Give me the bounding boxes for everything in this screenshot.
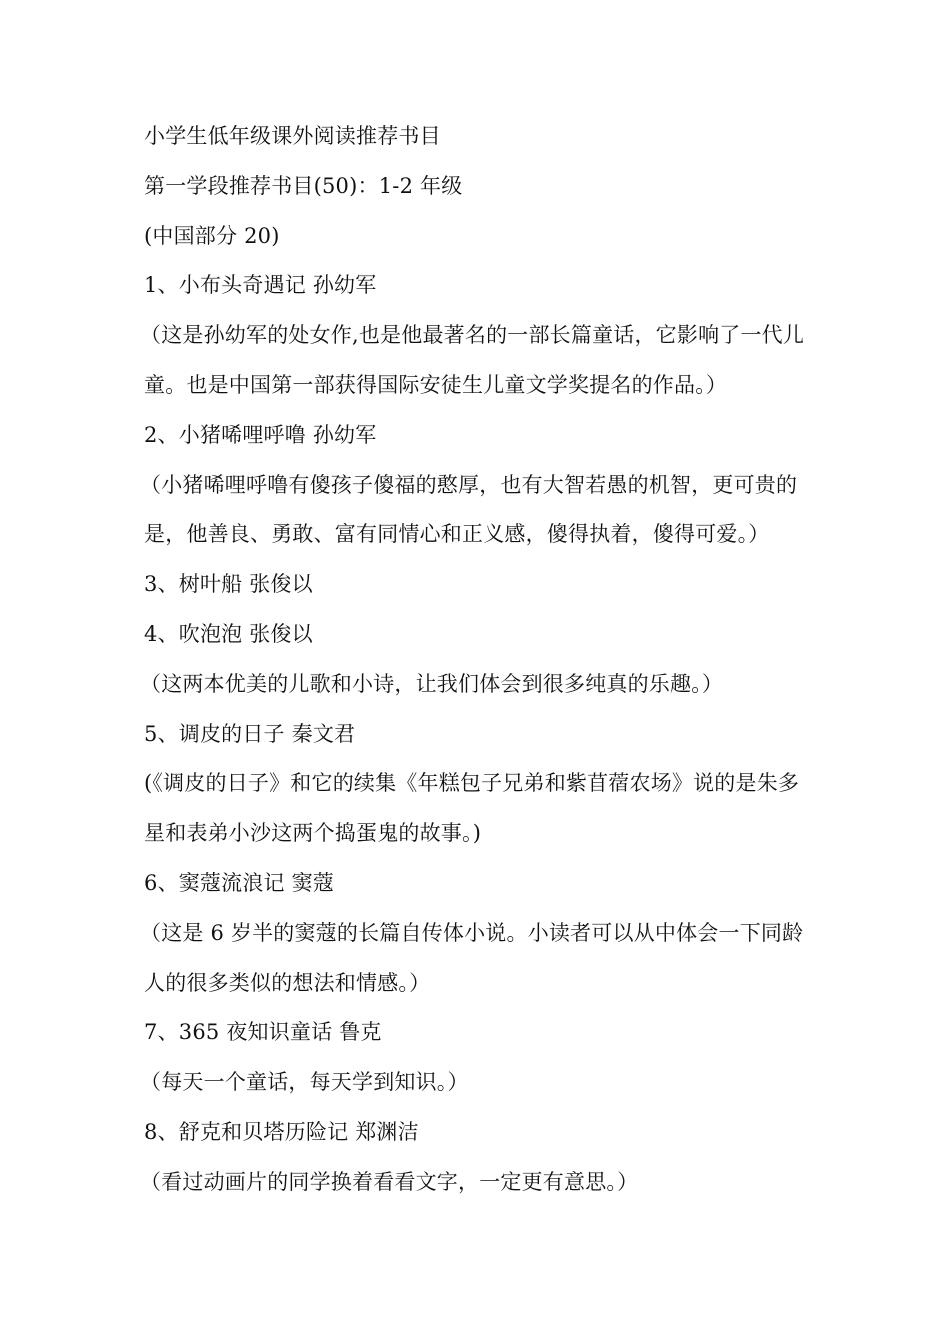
book-entry-heading: 8、舒克和贝塔历险记 郑渊洁 bbox=[144, 1119, 419, 1144]
book-entry-heading: 7、365 夜知识童话 鲁克 bbox=[144, 1020, 382, 1045]
section-heading: 第一学段推荐书目(50)：1-2 年级 bbox=[144, 173, 463, 198]
book-entry-note: （这两本优美的儿歌和小诗，让我们体会到很多纯真的乐趣。） bbox=[140, 671, 724, 696]
book-entry-note: （小猪唏哩呼噜有傻孩子傻福的憨厚，也有大智若愚的机智，更可贵的是，他善良、勇敢、富有同情心和正义感，傻得执着，傻得可爱。） bbox=[140, 472, 798, 547]
book-entry-note: （这是 6 岁半的窦蔻的长篇自传体小说。小读者可以从中体会一下同龄人的很多类似的想法和情感。） bbox=[140, 920, 804, 995]
book-entry-heading: 1、小布头奇遇记 孙幼军 bbox=[144, 273, 377, 298]
book-entry-note: （每天一个童话，每天学到知识。） bbox=[140, 1070, 469, 1095]
document-title: 小学生低年级课外阅读推荐书目 bbox=[144, 124, 441, 148]
book-entry-heading: 3、树叶船 张俊以 bbox=[144, 572, 313, 597]
document-body bbox=[140, 112, 814, 1208]
book-entry-note: (《调皮的日子》和它的续集《年糕包子兄弟和紫苜蓿农场》说的是朱多星和表弟小沙这两个捣蛋鬼的故事。) bbox=[144, 771, 800, 846]
book-entry-heading: 2、小猪唏哩呼噜 孙幼军 bbox=[144, 422, 377, 447]
subsection-heading: (中国部分 20) bbox=[144, 223, 280, 248]
book-entry-note: （看过动画片的同学换着看看文字，一定更有意思。） bbox=[140, 1169, 639, 1194]
book-entry-heading: 4、吹泡泡 张俊以 bbox=[144, 621, 313, 646]
book-entry-note: （这是孙幼军的处女作,也是他最著名的一部长篇童话，它影响了一代儿童。也是中国第一部获得国际安徒生儿童文学奖提名的作品。） bbox=[140, 323, 805, 397]
book-entry-heading: 5、调皮的日子 秦文君 bbox=[144, 721, 356, 746]
book-entry-heading: 6、窦蔻流浪记 窦蔻 bbox=[144, 870, 335, 895]
